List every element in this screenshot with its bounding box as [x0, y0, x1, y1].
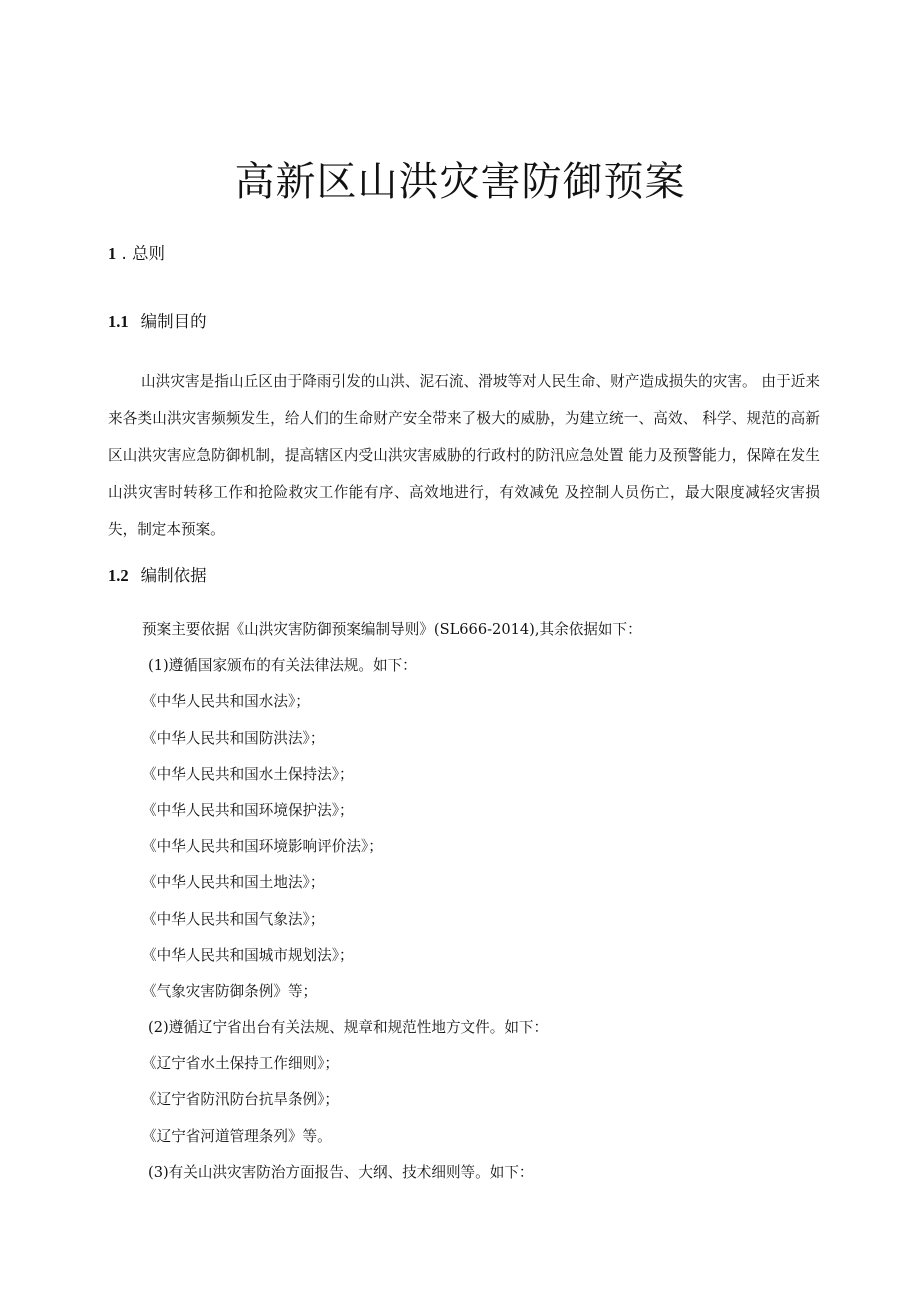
- section-1-number: 1: [108, 244, 117, 263]
- list-item: 《辽宁省防汛防台抗旱条例》；: [142, 1091, 340, 1109]
- group-1-heading: (1)遵循国家颁布的有关法律法规。如下：: [148, 657, 417, 675]
- list-item: 《中华人民共和国防洪法》；: [142, 729, 325, 747]
- section-1-2-number: 1.2: [108, 566, 129, 585]
- section-1-heading: [108, 240, 165, 264]
- group-3-heading: (3)有关山洪灾害防治方面报告、大纲、技术细则等。如下：: [148, 1163, 534, 1181]
- list-item: 《中华人民共和国水法》；: [142, 693, 310, 711]
- list-item: 《中华人民共和国环境影响评价法》；: [142, 838, 383, 856]
- section-1-1-label: 编制目的: [140, 312, 207, 331]
- list-item: 《辽宁省河道管理条列》等。: [142, 1127, 332, 1145]
- section-1-2-heading: [108, 562, 207, 586]
- section-1-separator: .: [116, 244, 127, 263]
- basis-list: [142, 612, 642, 1191]
- purpose-paragraph: 山洪灾害是指山丘区由于降雨引发的山洪、泥石流、滑坡等对人民生命、财产造成损失的灾害。 由于近来来各类山洪灾害频频发生，给人们的生命财产安全带来了极大的威胁，为建立统一、高效、 科学、规范的高新区山洪灾害应急防御机制，提高辖区内受山洪灾害威胁的行政村的防汛应急处置 能力及预警能力，保障在发生山洪灾害时转移工作和抢险救灾工作能有序、高效地进行，有效减免 及控制人员伤亡，最大限度减轻灾害损失，制定本预案。: [108, 373, 820, 538]
- list-item: 《中华人民共和国水土保持法》；: [142, 765, 354, 783]
- list-item: 《中华人民共和国土地法》；: [142, 874, 325, 892]
- section-1-1-number: 1.1: [108, 312, 129, 331]
- section-1-label: 总则: [132, 244, 165, 263]
- document-title: 高新区山洪灾害防御预案: [234, 159, 686, 205]
- list-item: 《气象灾害防御条例》等；: [142, 982, 318, 1000]
- basis-intro: 预案主要依据《山洪灾害防御预案编制导则》(SL666-2014),其余依据如下：: [142, 621, 642, 638]
- list-item: 《中华人民共和国环境保护法》；: [142, 801, 354, 819]
- group-2-heading: (2)遵循辽宁省出台有关法规、规章和规范性地方文件。如下：: [148, 1019, 549, 1037]
- section-1-1-heading: [108, 308, 207, 332]
- list-item: 《中华人民共和国城市规划法》；: [142, 946, 354, 964]
- list-item: 《中华人民共和国气象法》；: [142, 910, 325, 928]
- section-1-2-label: 编制依据: [140, 566, 207, 585]
- list-item: 《辽宁省水土保持工作细则》；: [142, 1055, 340, 1073]
